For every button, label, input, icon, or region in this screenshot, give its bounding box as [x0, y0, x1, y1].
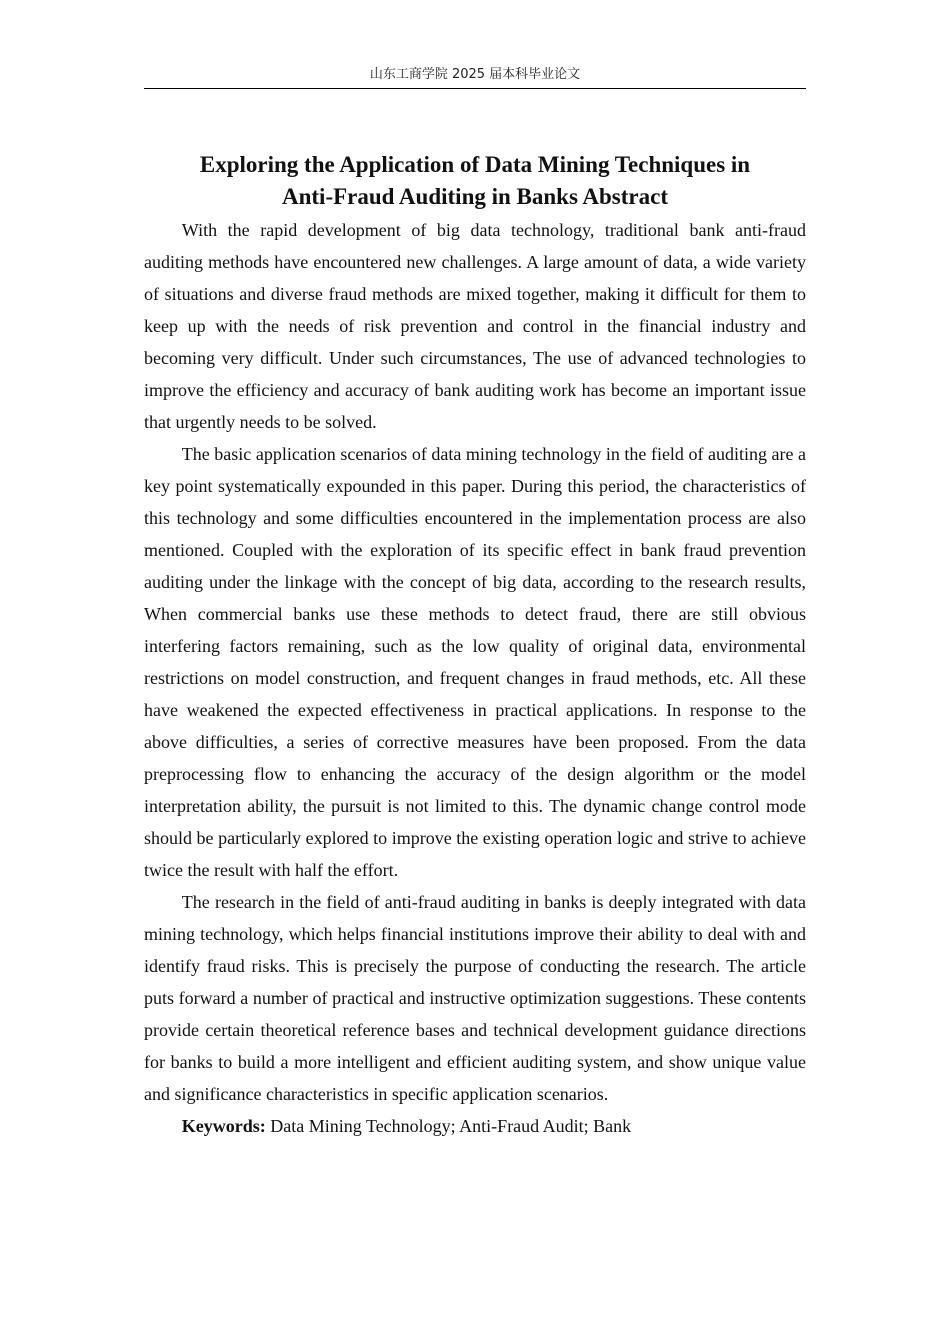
abstract-paragraph-3: The research in the field of anti-fraud auditing in banks is deeply integrated with data mining technology, which helps financial institutions improve their ability to deal with and identify fraud risks. This is precisely the purpose of conducting the research. The article puts forward a number of practical and instructive optimization suggestions. These contents provide certain theoretical reference bases and technical development guidance directions for banks to build a more intelligent and efficient auditing system, and show unique value and significance characteristics in specific application scenarios.: [144, 892, 806, 1104]
running-header: 山东工商学院 2025 届本科毕业论文: [369, 67, 581, 82]
keywords-label: Keywords:: [181, 1116, 266, 1136]
abstract-body: [144, 214, 806, 1142]
keywords-text: Data Mining Technology; Anti-Fraud Audit; Bank: [265, 1116, 632, 1136]
abstract-paragraph-2: The basic application scenarios of data mining technology in the field of auditing are a key point systematically expounded in this paper. During this period, the characteristics of this technology and some difficulties encountered in the implementation process are also mentioned. Coupled with the exploration of its specific effect in bank fraud prevention auditing under the linkage with the concept of big data, according to the research results, When commercial banks use these methods to detect fraud, there are still obvious interfering factors remaining, such as the low quality of original data, environmental restrictions on model construction, and frequent changes in fraud methods, etc. All these have weakened the expected effectiveness in practical applications. In response to the above difficulties, a series of corrective measures have been proposed. From the data preprocessing flow to enhancing the accuracy of the design algorithm or the model interpretation ability, the pursuit is not limited to this. The dynamic change control mode should be particularly explored to improve the existing operation logic and strive to achieve twice the result with half the effort.: [144, 444, 806, 880]
abstract-paragraph-1: With the rapid development of big data technology, traditional bank anti-fraud auditing methods have encountered new challenges. A large amount of data, a wide variety of situations and diverse fraud methods are mixed together, making it difficult for them to keep up with the needs of risk prevention and control in the financial industry and becoming very difficult. Under such circumstances, The use of advanced technologies to improve the efficiency and accuracy of bank auditing work has become an important issue that urgently needs to be solved.: [144, 220, 806, 432]
header-divider: [144, 88, 806, 89]
title-line-1: Exploring the Application of Data Mining Techniques in: [199, 152, 751, 177]
title-line-2: Anti-Fraud Auditing in Banks Abstract: [282, 184, 668, 209]
paper-title: [144, 149, 806, 213]
keywords-line: [144, 1110, 806, 1142]
